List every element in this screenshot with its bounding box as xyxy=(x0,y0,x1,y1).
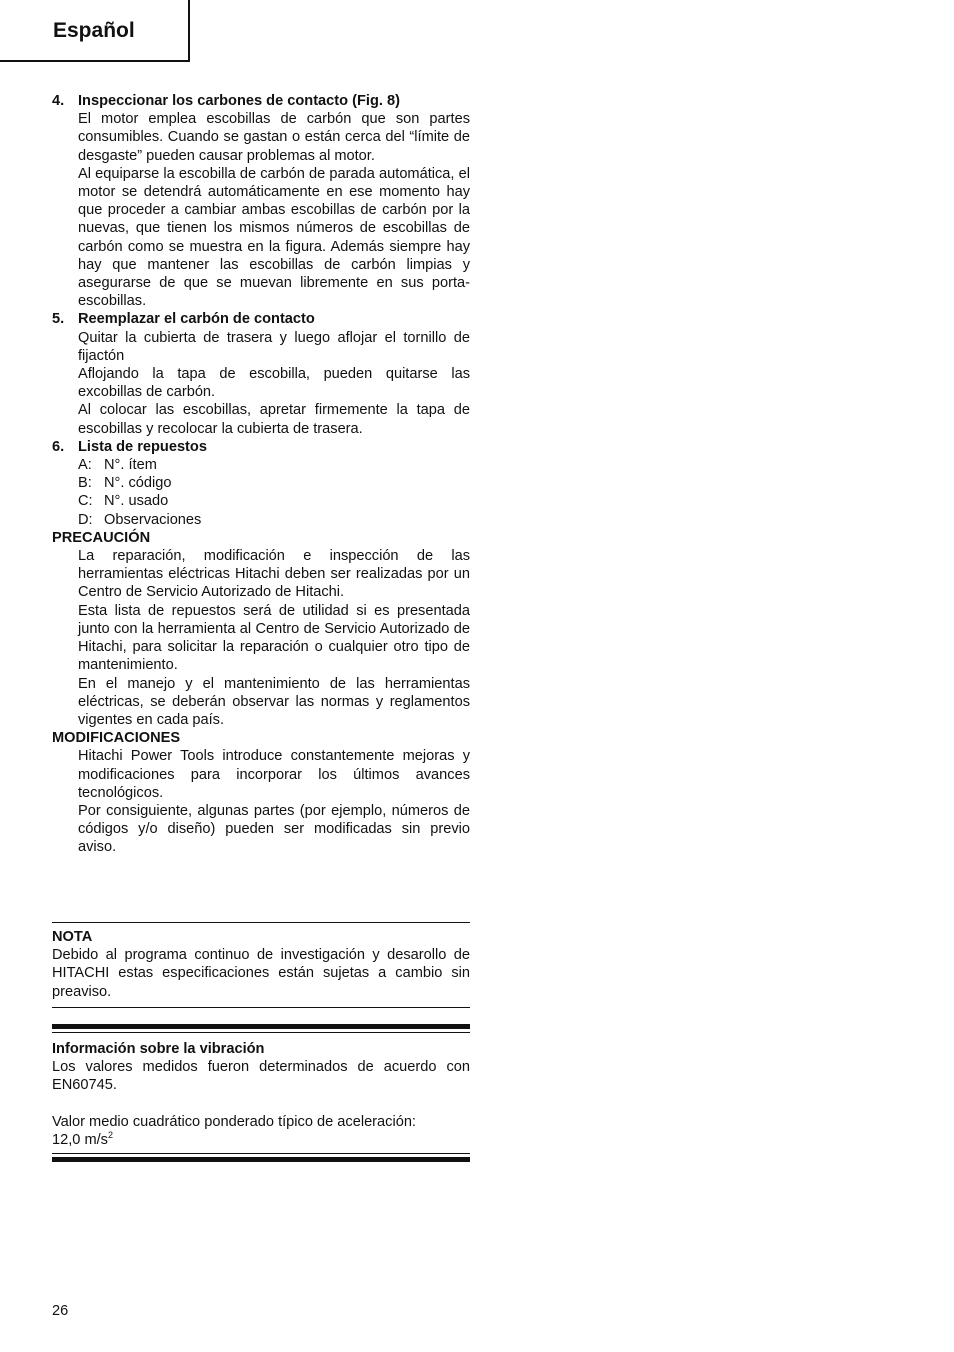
list-item xyxy=(52,474,470,492)
list-item xyxy=(52,492,470,510)
paragraph: La reparación, modificación e inspección de las herramientas eléctricas Hitachi deben ser realizadas por un Centro de Servicio Autorizado de Hitachi. xyxy=(78,548,470,601)
section-title: Lista de repuestos xyxy=(78,438,207,455)
paragraph: Por consiguiente, algunas partes (por ejemplo, números de códigos y/o diseño) pueden ser modificadas sin previo aviso. xyxy=(78,802,470,856)
vibration-content xyxy=(52,1033,470,1149)
precaucion-heading: PRECAUCIÓN xyxy=(52,529,151,546)
vibration-value-line xyxy=(52,1131,470,1149)
nota-text: Debido al programa continuo de investigación y desarollo de HITACHI estas especificaciones están sujetas a cambio sin preaviso. xyxy=(52,947,470,1000)
vibration-text: Los valores medidos fueron determinados de acuerdo con EN60745. xyxy=(52,1059,470,1094)
section-title: Reemplazar el carbón de contacto xyxy=(78,311,315,328)
vibration-heading: Información sobre la vibración xyxy=(52,1041,265,1057)
page-number: 26 xyxy=(52,1303,69,1319)
list-item xyxy=(52,456,470,474)
list-text: Observaciones xyxy=(104,511,202,528)
list-text: N°. código xyxy=(104,475,172,492)
paragraph: Al equiparse la escobilla de carbón de parada automática, el motor se detendrá automáticamente en ese momento hay que proceder a cambiar ambas escobillas de carbón por la nuevas, que tienen los mismos números de escobillas de carbón como se muestra en la figura. Además siempre hay hay que mantener las escobillas de carbón limpias y asegurarse de que se muevan libremente en sus porta-escobillas. xyxy=(78,165,470,310)
section-number: 4. xyxy=(52,93,65,109)
section-4-body xyxy=(52,110,470,310)
precaucion-body xyxy=(52,547,470,729)
section-number: 6. xyxy=(52,438,65,455)
paragraph: Esta lista de repuestos será de utilidad si es presentada junto con la herramienta al Centro de Servicio Autorizado de Hitachi, para solicitar la reparación o cualquier otro tipo de mantenimiento. xyxy=(78,602,470,674)
section-5-heading xyxy=(52,310,470,328)
paragraph: El motor emplea escobillas de carbón que son partes consumibles. Cuando se gastan o están cerca del “límite de desgaste” pueden causar problemas al motor. xyxy=(78,111,470,164)
paragraph: Aflojando la tapa de escobilla, pueden quitarse las excobillas de carbón. xyxy=(78,366,470,401)
nota-box xyxy=(52,922,470,1008)
section-4-heading xyxy=(52,92,470,110)
section-number: 5. xyxy=(52,311,65,328)
list-key: C: xyxy=(78,493,93,510)
modificaciones-heading: MODIFICACIONES xyxy=(52,730,181,747)
divider-thick xyxy=(52,1024,470,1029)
list-key: B: xyxy=(78,475,92,492)
paragraph: En el manejo y el mantenimiento de las herramientas eléctricas, se deberán observar las normas y reglamentos vigentes en cada país. xyxy=(78,675,470,728)
list-key: D: xyxy=(78,511,93,528)
paragraph: Hitachi Power Tools introduce constantemente mejoras y modificaciones para incorporar los últimos avances tecnológicos. xyxy=(78,748,470,801)
list-item xyxy=(52,511,470,529)
list-key: A: xyxy=(78,457,92,474)
modificaciones-body xyxy=(52,747,470,856)
nota-heading: NOTA xyxy=(52,929,93,945)
divider-thick xyxy=(52,1157,470,1162)
divider xyxy=(52,1153,470,1154)
vibration-measure-label: Valor medio cuadrático ponderado típico de aceleración: xyxy=(52,1113,416,1130)
paragraph: Al colocar las escobillas, apretar firmemente la tapa de escobillas y recolocar la cubierta de trasera. xyxy=(78,402,470,437)
section-5-body xyxy=(52,329,470,438)
vibration-value: 12,0 m/s xyxy=(52,1131,108,1148)
nota-content xyxy=(52,923,470,1001)
section-title: Inspeccionar los carbones de contacto (Fig. 8) xyxy=(78,93,400,109)
list-text: N°. ítem xyxy=(104,457,157,474)
main-column xyxy=(52,92,470,857)
vibration-box xyxy=(52,1024,470,1162)
section-6-heading xyxy=(52,438,470,456)
list-text: N°. usado xyxy=(104,493,169,510)
unit-superscript: 2 xyxy=(107,1129,113,1140)
paragraph: Quitar la cubierta de trasera y luego aflojar el tornillo de fijactón xyxy=(78,329,470,364)
divider xyxy=(52,1007,470,1008)
language-label: Español xyxy=(53,19,135,42)
language-tab xyxy=(0,0,190,62)
